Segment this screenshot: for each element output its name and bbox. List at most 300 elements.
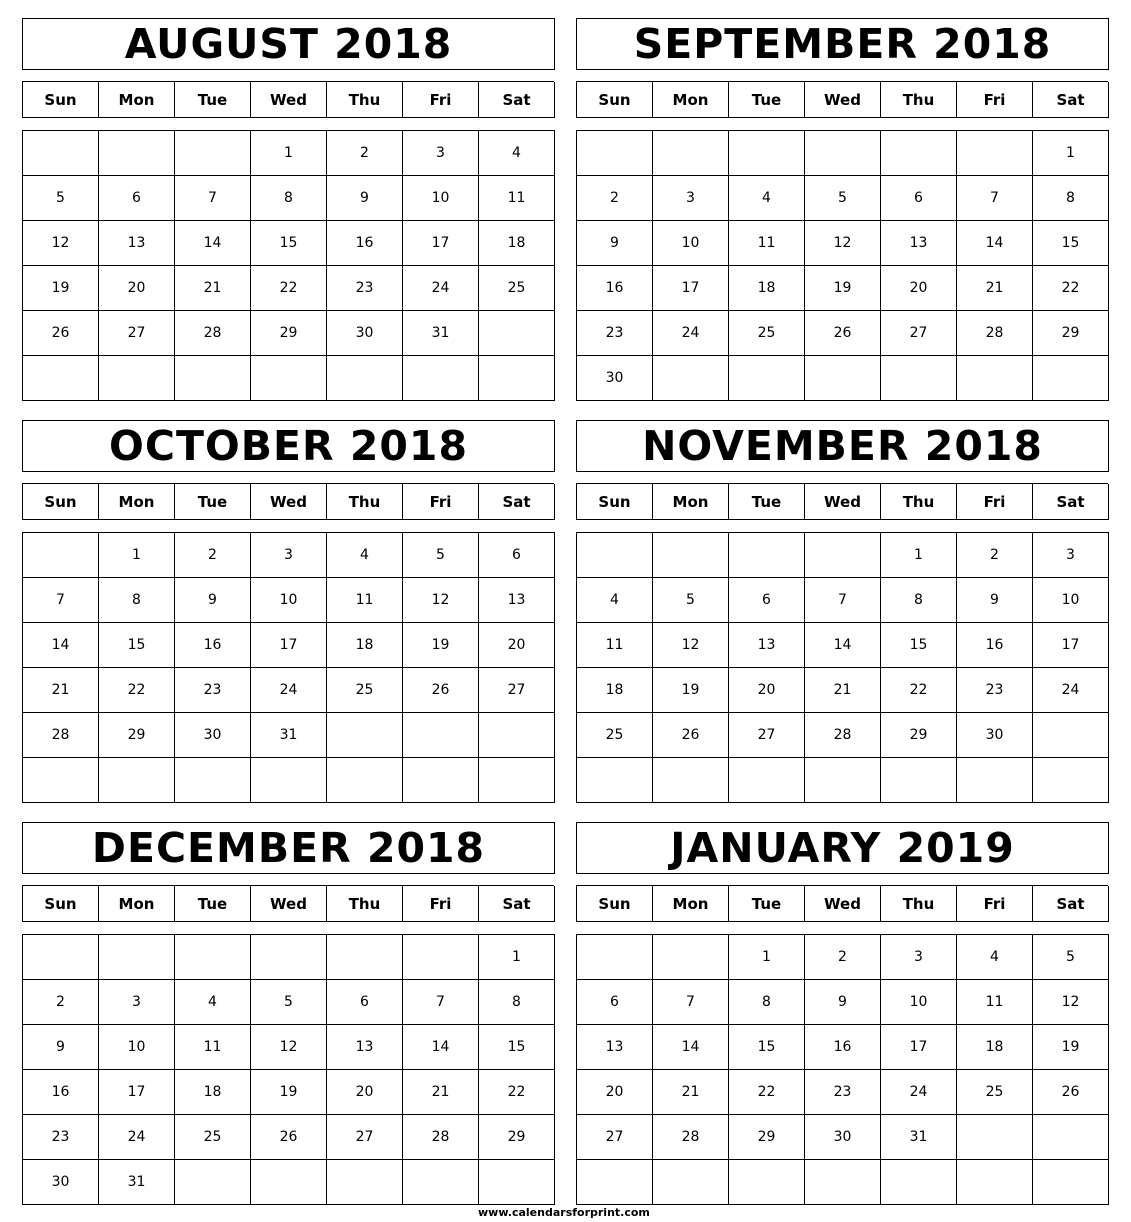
weekday-header: Sat	[1033, 82, 1109, 118]
day-cell: 1	[99, 533, 175, 578]
day-cell: 7	[403, 980, 479, 1025]
empty-day-cell	[175, 935, 251, 980]
weekday-header: Sat	[479, 886, 555, 922]
empty-day-cell	[251, 1160, 327, 1205]
day-cell: 25	[479, 266, 555, 311]
empty-day-cell	[403, 356, 479, 401]
day-cell: 22	[99, 668, 175, 713]
day-cell: 12	[1033, 980, 1109, 1025]
day-cell: 3	[251, 533, 327, 578]
day-cell: 27	[327, 1115, 403, 1160]
day-cell: 6	[881, 176, 957, 221]
empty-day-cell	[175, 356, 251, 401]
day-cell: 6	[99, 176, 175, 221]
day-cell: 17	[403, 221, 479, 266]
day-cell: 30	[577, 356, 653, 401]
weekday-header: Tue	[729, 82, 805, 118]
day-cell: 5	[1033, 935, 1109, 980]
day-cell: 14	[957, 221, 1033, 266]
month-title: SEPTEMBER 2018	[576, 18, 1109, 70]
weekday-header: Fri	[957, 82, 1033, 118]
day-cell: 27	[479, 668, 555, 713]
day-cell: 7	[653, 980, 729, 1025]
empty-day-cell	[479, 356, 555, 401]
day-cell: 21	[23, 668, 99, 713]
day-cell: 22	[251, 266, 327, 311]
weekday-header: Tue	[175, 886, 251, 922]
day-cell: 24	[1033, 668, 1109, 713]
empty-day-cell	[653, 935, 729, 980]
weekday-header: Sun	[23, 886, 99, 922]
empty-day-cell	[251, 935, 327, 980]
empty-day-cell	[327, 935, 403, 980]
day-cell: 26	[1033, 1070, 1109, 1115]
day-cell: 17	[251, 623, 327, 668]
day-grid	[576, 130, 1109, 401]
day-cell: 15	[251, 221, 327, 266]
day-cell: 17	[1033, 623, 1109, 668]
day-cell: 9	[175, 578, 251, 623]
empty-day-cell	[1033, 713, 1109, 758]
day-cell: 6	[729, 578, 805, 623]
day-cell: 10	[1033, 578, 1109, 623]
weekday-header: Thu	[327, 886, 403, 922]
day-cell: 26	[23, 311, 99, 356]
empty-day-cell	[1033, 356, 1109, 401]
empty-day-cell	[23, 758, 99, 803]
day-cell: 21	[957, 266, 1033, 311]
empty-day-cell	[653, 131, 729, 176]
day-cell: 8	[479, 980, 555, 1025]
empty-day-cell	[729, 758, 805, 803]
day-cell: 10	[251, 578, 327, 623]
empty-day-cell	[479, 758, 555, 803]
day-cell: 7	[957, 176, 1033, 221]
day-cell: 16	[577, 266, 653, 311]
day-cell: 21	[653, 1070, 729, 1115]
day-cell: 18	[577, 668, 653, 713]
day-grid	[22, 934, 555, 1205]
day-cell: 31	[99, 1160, 175, 1205]
weekday-header: Wed	[805, 82, 881, 118]
day-cell: 31	[251, 713, 327, 758]
weekday-header: Fri	[403, 484, 479, 520]
empty-day-cell	[577, 131, 653, 176]
empty-day-cell	[403, 935, 479, 980]
day-cell: 30	[805, 1115, 881, 1160]
day-cell: 17	[881, 1025, 957, 1070]
day-cell: 22	[1033, 266, 1109, 311]
day-cell: 13	[99, 221, 175, 266]
month-title: NOVEMBER 2018	[576, 420, 1109, 472]
day-cell: 11	[957, 980, 1033, 1025]
day-grid	[576, 934, 1109, 1205]
day-cell: 10	[403, 176, 479, 221]
day-cell: 7	[23, 578, 99, 623]
day-cell: 28	[403, 1115, 479, 1160]
empty-day-cell	[479, 1160, 555, 1205]
empty-day-cell	[957, 1115, 1033, 1160]
empty-day-cell	[957, 131, 1033, 176]
day-cell: 23	[957, 668, 1033, 713]
day-cell: 31	[403, 311, 479, 356]
day-cell: 18	[729, 266, 805, 311]
day-cell: 19	[805, 266, 881, 311]
day-cell: 3	[99, 980, 175, 1025]
weekday-header-row	[576, 885, 1108, 922]
day-cell: 15	[881, 623, 957, 668]
month-title: AUGUST 2018	[22, 18, 555, 70]
day-cell: 24	[403, 266, 479, 311]
day-cell: 14	[23, 623, 99, 668]
day-cell: 13	[577, 1025, 653, 1070]
day-cell: 31	[881, 1115, 957, 1160]
day-cell: 19	[23, 266, 99, 311]
day-cell: 23	[23, 1115, 99, 1160]
day-cell: 14	[175, 221, 251, 266]
day-cell: 4	[175, 980, 251, 1025]
day-cell: 10	[653, 221, 729, 266]
empty-day-cell	[23, 935, 99, 980]
day-cell: 5	[805, 176, 881, 221]
day-grid	[22, 130, 555, 401]
weekday-header: Mon	[653, 886, 729, 922]
empty-day-cell	[1033, 1160, 1109, 1205]
day-cell: 29	[99, 713, 175, 758]
day-grid	[22, 532, 555, 803]
day-cell: 29	[479, 1115, 555, 1160]
empty-day-cell	[805, 356, 881, 401]
weekday-header: Thu	[327, 82, 403, 118]
day-cell: 18	[175, 1070, 251, 1115]
day-cell: 25	[175, 1115, 251, 1160]
day-cell: 8	[99, 578, 175, 623]
weekday-header: Sat	[1033, 886, 1109, 922]
day-cell: 9	[805, 980, 881, 1025]
day-cell: 27	[729, 713, 805, 758]
day-cell: 15	[729, 1025, 805, 1070]
day-cell: 12	[653, 623, 729, 668]
day-cell: 4	[957, 935, 1033, 980]
day-cell: 13	[729, 623, 805, 668]
day-cell: 11	[327, 578, 403, 623]
empty-day-cell	[251, 758, 327, 803]
empty-day-cell	[805, 533, 881, 578]
empty-day-cell	[327, 713, 403, 758]
day-cell: 3	[1033, 533, 1109, 578]
empty-day-cell	[653, 758, 729, 803]
weekday-header: Mon	[99, 484, 175, 520]
day-cell: 2	[175, 533, 251, 578]
empty-day-cell	[1033, 758, 1109, 803]
day-cell: 15	[99, 623, 175, 668]
day-cell: 3	[653, 176, 729, 221]
day-cell: 9	[577, 221, 653, 266]
empty-day-cell	[653, 356, 729, 401]
day-cell: 12	[805, 221, 881, 266]
day-cell: 8	[881, 578, 957, 623]
weekday-header: Fri	[403, 82, 479, 118]
month-title: DECEMBER 2018	[22, 822, 555, 874]
weekday-header: Tue	[175, 484, 251, 520]
day-cell: 28	[653, 1115, 729, 1160]
day-cell: 1	[1033, 131, 1109, 176]
day-cell: 6	[577, 980, 653, 1025]
empty-day-cell	[881, 131, 957, 176]
day-cell: 7	[805, 578, 881, 623]
day-cell: 30	[175, 713, 251, 758]
day-cell: 25	[327, 668, 403, 713]
day-cell: 26	[403, 668, 479, 713]
day-cell: 16	[805, 1025, 881, 1070]
weekday-header: Sun	[23, 484, 99, 520]
weekday-header-row	[22, 885, 554, 922]
day-cell: 20	[327, 1070, 403, 1115]
weekday-header: Sat	[479, 82, 555, 118]
day-cell: 27	[577, 1115, 653, 1160]
month-title: OCTOBER 2018	[22, 420, 555, 472]
empty-day-cell	[175, 1160, 251, 1205]
weekday-header: Sun	[577, 484, 653, 520]
day-cell: 29	[251, 311, 327, 356]
weekday-header-row	[22, 81, 554, 118]
day-cell: 15	[479, 1025, 555, 1070]
empty-day-cell	[1033, 1115, 1109, 1160]
day-cell: 18	[957, 1025, 1033, 1070]
empty-day-cell	[957, 758, 1033, 803]
day-cell: 8	[1033, 176, 1109, 221]
day-cell: 30	[957, 713, 1033, 758]
day-cell: 9	[327, 176, 403, 221]
website-url: www.calendarsforprint.com	[478, 1206, 650, 1219]
day-cell: 29	[729, 1115, 805, 1160]
day-cell: 19	[251, 1070, 327, 1115]
day-cell: 22	[881, 668, 957, 713]
weekday-header: Thu	[881, 82, 957, 118]
empty-day-cell	[957, 1160, 1033, 1205]
day-cell: 23	[805, 1070, 881, 1115]
empty-day-cell	[653, 533, 729, 578]
empty-day-cell	[577, 758, 653, 803]
day-cell: 26	[653, 713, 729, 758]
day-cell: 20	[577, 1070, 653, 1115]
weekday-header: Wed	[251, 484, 327, 520]
day-cell: 4	[327, 533, 403, 578]
day-cell: 25	[577, 713, 653, 758]
day-cell: 30	[327, 311, 403, 356]
empty-day-cell	[251, 356, 327, 401]
day-cell: 27	[881, 311, 957, 356]
weekday-header: Sun	[577, 886, 653, 922]
day-cell: 13	[881, 221, 957, 266]
day-cell: 5	[251, 980, 327, 1025]
day-cell: 13	[479, 578, 555, 623]
day-cell: 11	[479, 176, 555, 221]
empty-day-cell	[729, 1160, 805, 1205]
weekday-header: Thu	[327, 484, 403, 520]
empty-day-cell	[653, 1160, 729, 1205]
empty-day-cell	[327, 1160, 403, 1205]
day-cell: 8	[729, 980, 805, 1025]
day-cell: 9	[957, 578, 1033, 623]
empty-day-cell	[175, 758, 251, 803]
day-cell: 29	[881, 713, 957, 758]
day-cell: 14	[403, 1025, 479, 1070]
day-cell: 16	[23, 1070, 99, 1115]
empty-day-cell	[23, 356, 99, 401]
day-cell: 16	[327, 221, 403, 266]
day-cell: 7	[175, 176, 251, 221]
day-cell: 23	[327, 266, 403, 311]
weekday-header: Mon	[653, 484, 729, 520]
weekday-header: Wed	[251, 886, 327, 922]
empty-day-cell	[403, 1160, 479, 1205]
empty-day-cell	[99, 758, 175, 803]
day-cell: 11	[729, 221, 805, 266]
day-cell: 2	[327, 131, 403, 176]
day-cell: 2	[805, 935, 881, 980]
weekday-header: Tue	[729, 484, 805, 520]
day-cell: 24	[99, 1115, 175, 1160]
day-cell: 8	[251, 176, 327, 221]
day-cell: 16	[957, 623, 1033, 668]
day-cell: 24	[881, 1070, 957, 1115]
day-cell: 22	[729, 1070, 805, 1115]
day-cell: 19	[1033, 1025, 1109, 1070]
day-cell: 2	[23, 980, 99, 1025]
day-cell: 14	[653, 1025, 729, 1070]
day-cell: 21	[403, 1070, 479, 1115]
empty-day-cell	[99, 356, 175, 401]
day-cell: 21	[175, 266, 251, 311]
day-cell: 5	[23, 176, 99, 221]
empty-day-cell	[957, 356, 1033, 401]
day-cell: 10	[99, 1025, 175, 1070]
day-cell: 3	[403, 131, 479, 176]
day-cell: 9	[23, 1025, 99, 1070]
day-cell: 29	[1033, 311, 1109, 356]
day-cell: 25	[957, 1070, 1033, 1115]
empty-day-cell	[23, 533, 99, 578]
day-cell: 24	[251, 668, 327, 713]
day-cell: 11	[577, 623, 653, 668]
empty-day-cell	[327, 356, 403, 401]
day-cell: 4	[479, 131, 555, 176]
empty-day-cell	[881, 1160, 957, 1205]
empty-day-cell	[403, 713, 479, 758]
day-grid	[576, 532, 1109, 803]
weekday-header: Sun	[577, 82, 653, 118]
day-cell: 14	[805, 623, 881, 668]
empty-day-cell	[99, 935, 175, 980]
weekday-header: Sat	[479, 484, 555, 520]
day-cell: 23	[175, 668, 251, 713]
empty-day-cell	[805, 131, 881, 176]
day-cell: 21	[805, 668, 881, 713]
day-cell: 22	[479, 1070, 555, 1115]
day-cell: 2	[957, 533, 1033, 578]
day-cell: 27	[99, 311, 175, 356]
day-cell: 16	[175, 623, 251, 668]
weekday-header: Tue	[729, 886, 805, 922]
empty-day-cell	[403, 758, 479, 803]
empty-day-cell	[175, 131, 251, 176]
day-cell: 1	[479, 935, 555, 980]
day-cell: 20	[479, 623, 555, 668]
weekday-header: Mon	[653, 82, 729, 118]
day-cell: 4	[729, 176, 805, 221]
day-cell: 3	[881, 935, 957, 980]
day-cell: 20	[729, 668, 805, 713]
weekday-header: Fri	[957, 484, 1033, 520]
day-cell: 12	[251, 1025, 327, 1070]
day-cell: 12	[403, 578, 479, 623]
day-cell: 1	[881, 533, 957, 578]
weekday-header: Sat	[1033, 484, 1109, 520]
day-cell: 1	[729, 935, 805, 980]
empty-day-cell	[881, 356, 957, 401]
day-cell: 20	[99, 266, 175, 311]
empty-day-cell	[327, 758, 403, 803]
empty-day-cell	[729, 533, 805, 578]
empty-day-cell	[729, 356, 805, 401]
day-cell: 10	[881, 980, 957, 1025]
empty-day-cell	[805, 758, 881, 803]
day-cell: 18	[327, 623, 403, 668]
day-cell: 6	[327, 980, 403, 1025]
day-cell: 19	[653, 668, 729, 713]
day-cell: 5	[403, 533, 479, 578]
day-cell: 11	[175, 1025, 251, 1070]
empty-day-cell	[23, 131, 99, 176]
weekday-header: Wed	[251, 82, 327, 118]
empty-day-cell	[805, 1160, 881, 1205]
empty-day-cell	[479, 311, 555, 356]
weekday-header: Wed	[805, 484, 881, 520]
day-cell: 17	[99, 1070, 175, 1115]
day-cell: 20	[881, 266, 957, 311]
empty-day-cell	[729, 131, 805, 176]
day-cell: 17	[653, 266, 729, 311]
day-cell: 23	[577, 311, 653, 356]
weekday-header: Mon	[99, 886, 175, 922]
day-cell: 15	[1033, 221, 1109, 266]
weekday-header-row	[22, 483, 554, 520]
empty-day-cell	[577, 935, 653, 980]
day-cell: 28	[957, 311, 1033, 356]
day-cell: 18	[479, 221, 555, 266]
weekday-header: Wed	[805, 886, 881, 922]
empty-day-cell	[479, 713, 555, 758]
weekday-header: Thu	[881, 886, 957, 922]
month-title: JANUARY 2019	[576, 822, 1109, 874]
weekday-header: Sun	[23, 82, 99, 118]
weekday-header: Fri	[957, 886, 1033, 922]
empty-day-cell	[577, 1160, 653, 1205]
empty-day-cell	[577, 533, 653, 578]
day-cell: 13	[327, 1025, 403, 1070]
day-cell: 24	[653, 311, 729, 356]
weekday-header-row	[576, 483, 1108, 520]
weekday-header: Mon	[99, 82, 175, 118]
day-cell: 1	[251, 131, 327, 176]
day-cell: 12	[23, 221, 99, 266]
day-cell: 26	[805, 311, 881, 356]
weekday-header: Fri	[403, 886, 479, 922]
day-cell: 28	[805, 713, 881, 758]
day-cell: 6	[479, 533, 555, 578]
day-cell: 5	[653, 578, 729, 623]
